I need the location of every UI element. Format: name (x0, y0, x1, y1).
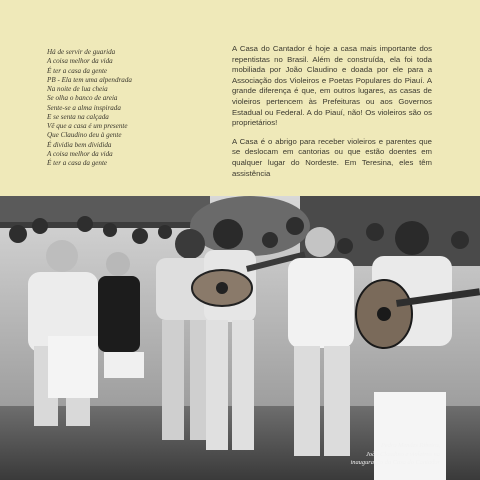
poem-line: É ter a casa da gente (47, 159, 108, 167)
poem-line: Há de servir de guarida (47, 48, 116, 56)
poem (47, 48, 222, 168)
poem-line: Vê que a casa é um presente (47, 122, 128, 130)
article-text (232, 44, 432, 187)
poem-line: Na noite de lua cheia (47, 85, 108, 93)
poem-line: Se olha o banco de areia (47, 94, 118, 103)
poem-line: Que Claudino deu à gente (47, 131, 122, 140)
poem-line: Sente-se a alma inspirada (47, 103, 121, 112)
caption-line: João Claudino e violeiros na (366, 450, 440, 458)
photo-caption (290, 442, 440, 468)
poem-line: É dividia bem dividida (47, 140, 112, 149)
poem-line: E se senta na calçada (47, 112, 109, 121)
poem-line: A coisa melhor da vida (47, 57, 113, 66)
paragraph: A Casa do Cantador é hoje a casa mais importante dos repentistas no Brasil. Além de construída, ela foi toda mobiliada por João Claudino e doada por ele para a Associação dos Violeiros e Poetas Populares do Piauí. A grande diferença é que, em outros lugares, as casas de violeiros pertencem às Prefeituras ou aos Governos Estadual ou Federal. A do Piauí, não! Os violeiros são os proprietários! (232, 44, 432, 128)
paragraph: A Casa é o abrigo para receber violeiros e parentes que se deslocam em cantorias ou que estão doentes em qualquer lugar do Nordeste. Em Teresina, eles têm assistência (232, 136, 432, 178)
caption-line: Pedro Mendes Ribeiro, (381, 442, 440, 450)
caption-line: inauguração da Casa do Cantador (350, 459, 440, 467)
poem-line: É ter a casa da gente (47, 66, 108, 75)
photo-illustration (0, 196, 480, 480)
poem-line: A coisa melhor da vida (47, 149, 113, 158)
poem-line: PB - Ela tem uma alpendrada (47, 75, 132, 84)
photograph (0, 196, 480, 480)
